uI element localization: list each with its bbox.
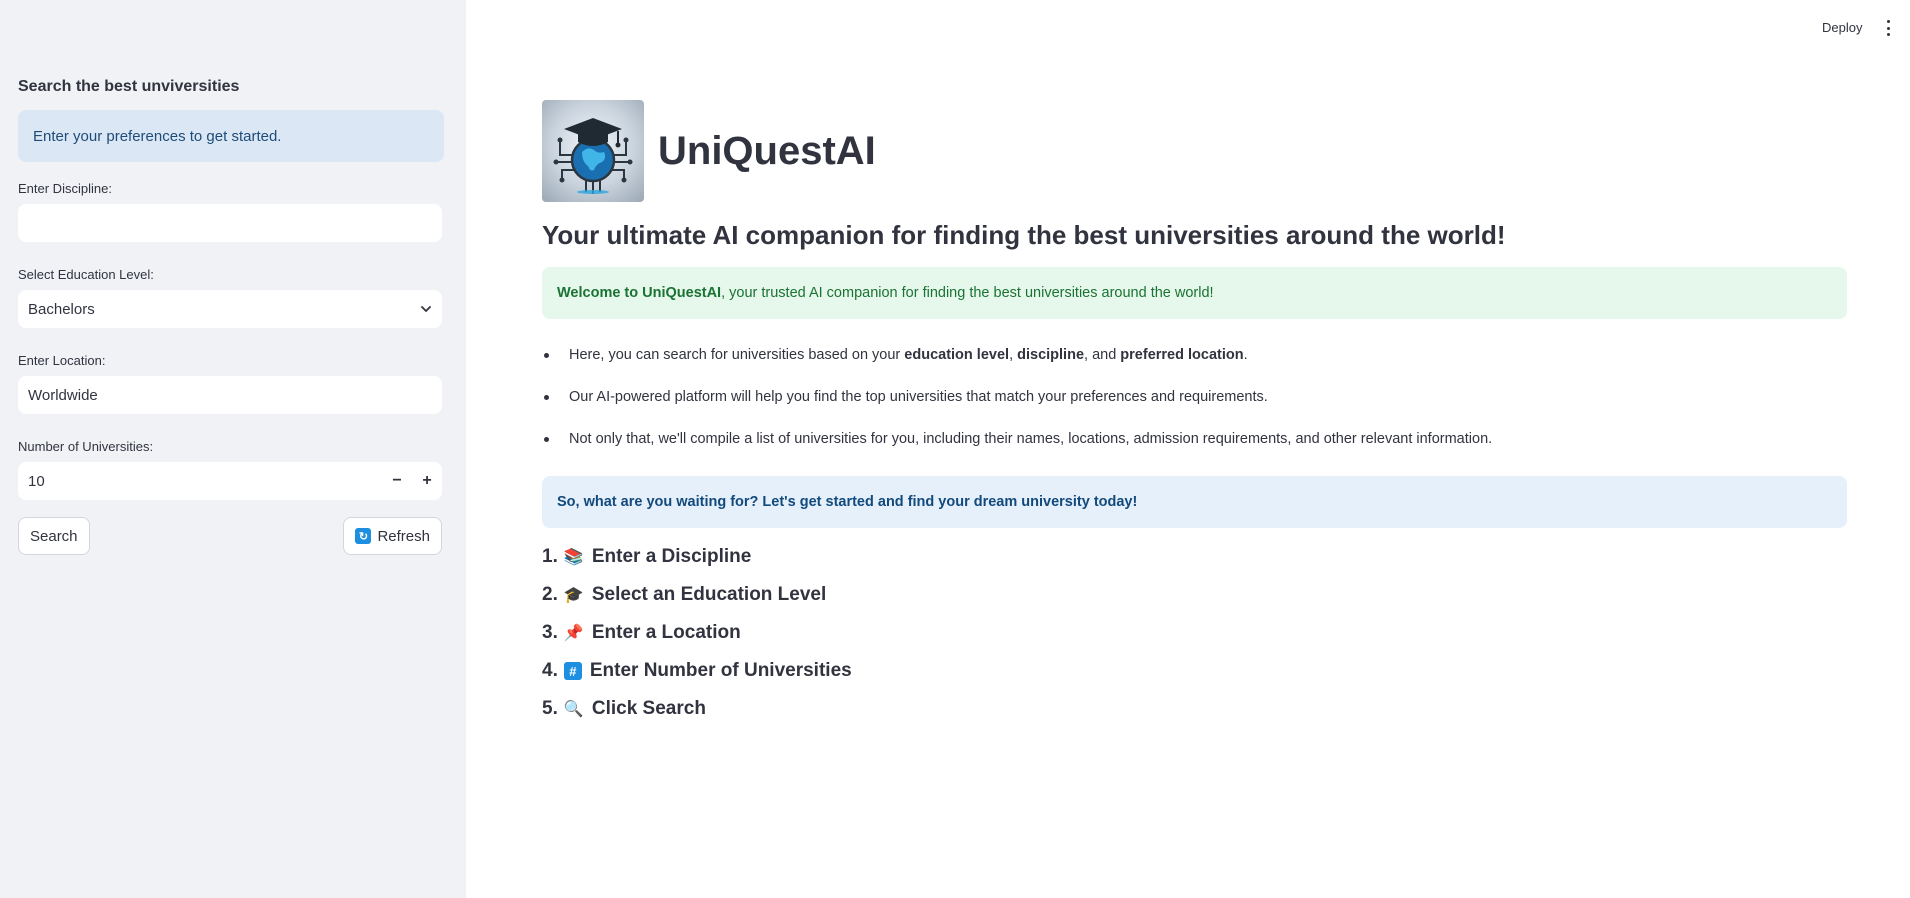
discipline-label: Enter Discipline: (18, 181, 112, 196)
step-label: Enter a Location (591, 622, 741, 643)
sidebar-title: Search the best unviversities (18, 78, 240, 95)
discipline-input[interactable] (18, 204, 442, 242)
sidebar (0, 0, 466, 898)
welcome-alert (542, 267, 1847, 319)
page-subheading: Your ultimate AI companion for finding the best universities around the world! (542, 220, 1506, 250)
education-level-select[interactable] (18, 290, 442, 328)
bullet1-education-level: education level (904, 347, 1010, 363)
deploy-button[interactable]: Deploy (1822, 20, 1863, 35)
step-label: Click Search (591, 698, 706, 719)
chevron-down-icon (420, 303, 432, 315)
brand-header (542, 100, 1847, 202)
bullet1-sep2: , and (1084, 347, 1121, 363)
magnifier-icon: 🔍 (563, 701, 584, 718)
bullet1-discipline: discipline (1017, 347, 1085, 363)
step-item (542, 652, 1847, 690)
search-button[interactable]: Search (18, 517, 90, 555)
welcome-text: , your trusted AI companion for finding the best universities around the world! (721, 285, 1214, 301)
main-content (542, 100, 1847, 728)
step-label: Enter Number of Universities (589, 660, 852, 681)
books-icon: 📚 (563, 549, 584, 566)
hash-icon: # (564, 662, 582, 680)
refresh-label: Refresh (377, 527, 430, 545)
welcome-bold: Welcome to UniQuestAI (557, 285, 722, 301)
more-menu-icon[interactable] (1882, 20, 1894, 36)
uniquest-logo-icon (542, 100, 644, 202)
bullet1-text: Here, you can search for universities based on your (569, 347, 905, 363)
increment-button[interactable]: + (422, 472, 432, 489)
steps-list (542, 538, 1847, 728)
bullet1-end: . (1243, 347, 1248, 363)
app-title: UniQuestAI (658, 128, 876, 173)
list-item: Our AI-powered platform will help you find the top universities that match your preferences and requirements. (542, 376, 1847, 418)
refresh-button[interactable] (343, 517, 442, 555)
bullet1-preferred-location: preferred location (1120, 347, 1244, 363)
step-number: 3. (542, 622, 558, 643)
step-item (542, 538, 1847, 576)
number-universities-label: Number of Universities: (18, 439, 154, 454)
step-label: Enter a Discipline (591, 546, 752, 567)
step-number: 4. (542, 660, 558, 681)
number-universities-input[interactable] (18, 462, 442, 500)
location-label: Enter Location: (18, 353, 106, 368)
step-item (542, 614, 1847, 652)
list-item (542, 334, 1847, 376)
cta-alert: So, what are you waiting for? Let's get started and find your dream university today! (542, 476, 1847, 528)
step-number: 2. (542, 584, 558, 605)
sidebar-info-alert: Enter your preferences to get started. (18, 110, 444, 162)
location-input[interactable]: Worldwide (18, 376, 442, 414)
number-universities-value[interactable]: 10 (28, 472, 45, 490)
step-number: 1. (542, 546, 558, 567)
decrement-button[interactable]: − (392, 472, 402, 489)
step-item (542, 576, 1847, 614)
sidebar-button-row (18, 517, 442, 555)
step-item (542, 690, 1847, 728)
step-label: Select an Education Level (591, 584, 827, 605)
bullet1-sep1: , (1009, 347, 1018, 363)
step-number: 5. (542, 698, 558, 719)
refresh-icon: ↻ (355, 528, 371, 544)
education-level-value: Bachelors (28, 300, 95, 318)
education-level-label: Select Education Level: (18, 267, 154, 282)
graduation-cap-icon: 🎓 (563, 587, 584, 604)
pushpin-icon: 📌 (563, 625, 584, 642)
list-item: Not only that, we'll compile a list of universities for you, including their names, locations, admission requirements, and other relevant information. (542, 418, 1847, 460)
feature-list (542, 334, 1847, 460)
